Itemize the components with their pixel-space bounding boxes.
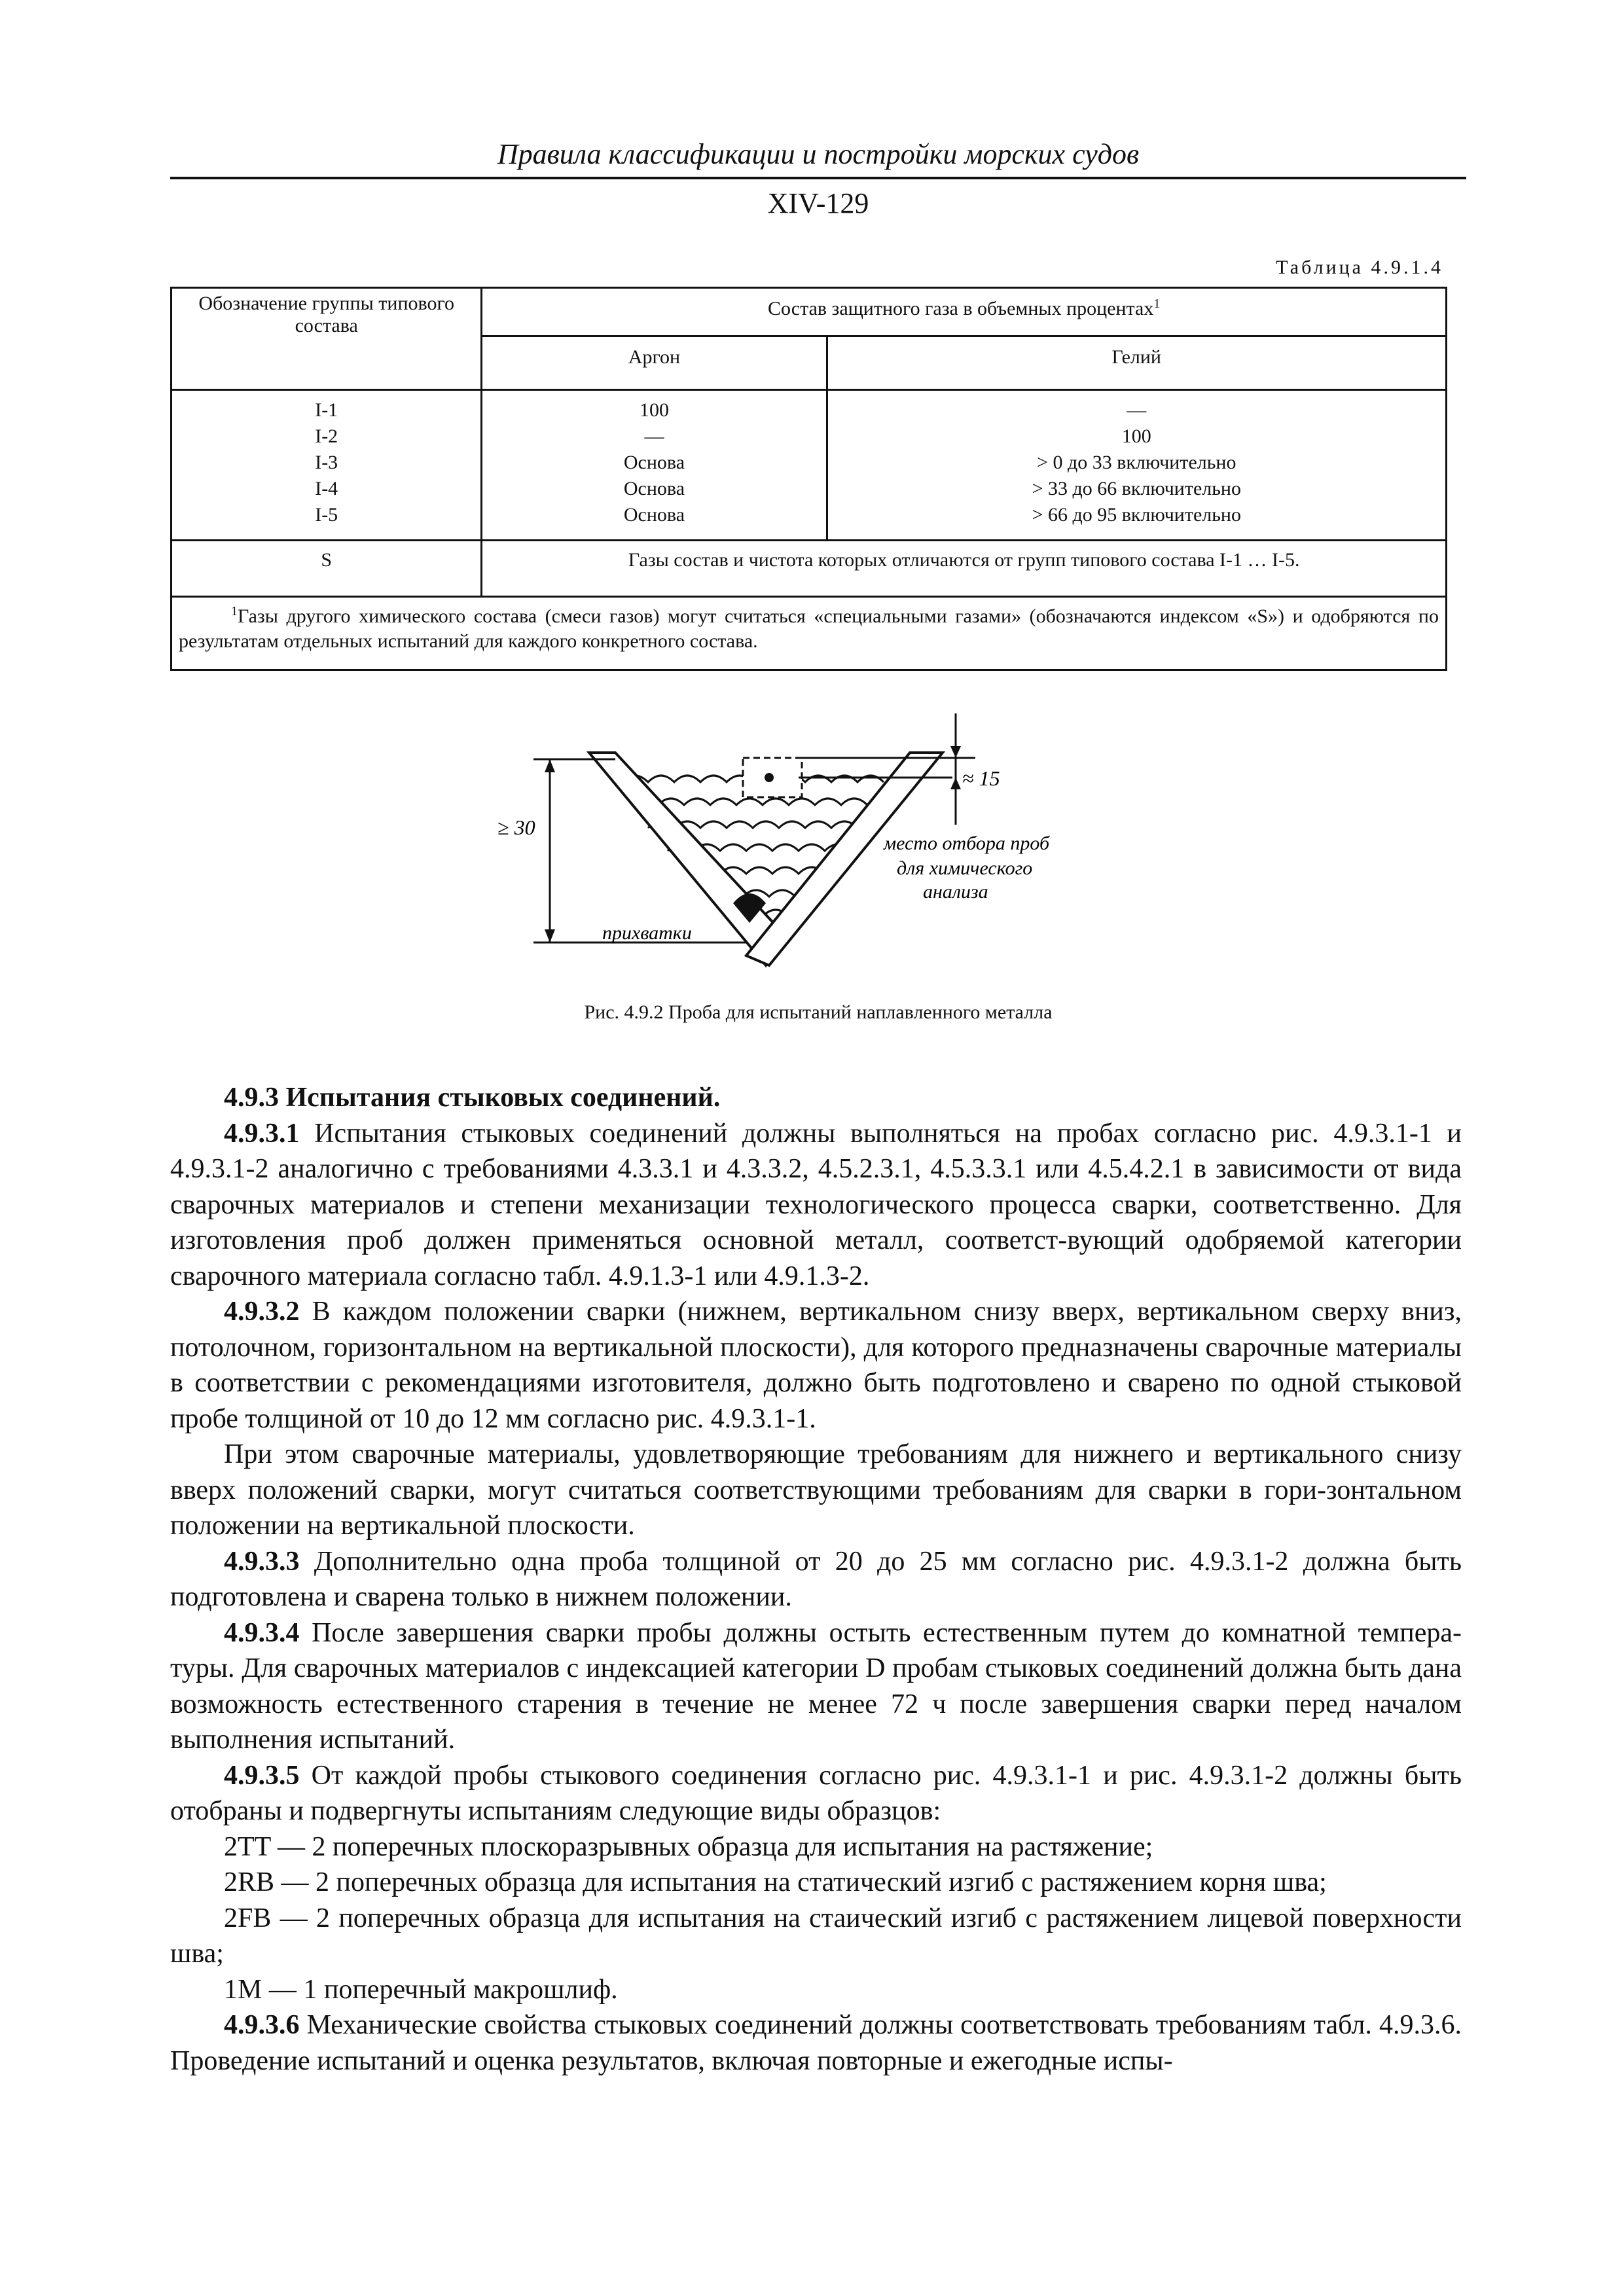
table-row-group: I-2: [315, 425, 338, 447]
group-column: [171, 390, 482, 541]
table-row-group: I-3: [315, 452, 338, 473]
clause-number: 4.9.3.1: [224, 1118, 300, 1149]
clause-number: 4.9.3.3: [224, 1546, 300, 1577]
sample-location-label: для химического: [897, 857, 1033, 879]
table-row-helium: > 66 до 95 включительно: [1032, 504, 1241, 526]
offset-dimension-label: ≈ 15: [962, 766, 1000, 790]
gas-composition-table: [170, 287, 1447, 671]
footnote-marker: 1: [1153, 296, 1161, 311]
list-item: 2FB — 2 поперечных образца для испытания на стаический изгиб с растяжением лицевой поверхности шва;: [170, 1903, 1462, 1969]
paragraph: При этом сварочные материалы, удовлетворяющие требованиям для нижнего и вертикального снизу вверх положений сварки, могут считаться соответствующими требованиям для сварки в гори-зонтальном положении на вертикальной плоскости.: [170, 1439, 1462, 1541]
figure-caption: Рис. 4.9.2 Проба для испытаний наплавленного металла: [584, 1001, 1053, 1023]
list-item: 2TT — 2 поперечных плоскоразрывных образца для испытания на растяжение;: [224, 1831, 1153, 1862]
table-row-group: I-4: [315, 478, 338, 499]
weld-test-figure: [458, 707, 1178, 969]
clause-number: 4.9.3.5: [224, 1760, 300, 1791]
tack-weld-label: прихватки: [602, 922, 692, 944]
section-heading: 4.9.3 Испытания стыковых соединений.: [224, 1083, 721, 1113]
footnote-number: 1: [231, 604, 238, 619]
paragraph: 4.9.3.4 После завершения сварки пробы должны остыть естественным путем до комнатной темпера-туры. Для сварочных материалов с индексацией категории D пробам стыковых соединений должна быть дана возможность естественного старения в течение не менее 72 ч после завершения сварки перед началом выполнения испытаний.: [170, 1617, 1462, 1755]
table-row-argon: —: [644, 425, 664, 447]
height-dimension-label: ≥ 30: [497, 816, 535, 839]
table-footnote: $^1$Газы другого химического состава (смеси газов) могут считаться «специальными газами» (обозначаются индексом «S») и одобряются по результатам отдельных испытаний для каждого конкретного состава.: [171, 597, 1447, 670]
list-item: 2RB — 2 поперечных образца для испытания на статический изгиб с растяжением корня шва;: [224, 1867, 1327, 1897]
table-row-argon: Основа: [623, 504, 685, 526]
paragraph: 4.9.3.1 Испытания стыковых соединений должны выполняться на пробах согласно рис. 4.9.3.1-1 и 4.9.3.1-2 аналогично с требованиями 4.3.3.1 и 4.3.3.2, 4.5.2.3.1, 4.5.3.3.1 или 4.5.4.2.1 в зависимости от вида сварочных материалов и степени механизации технологического процесса сварки, соответственно. Для изготовления проб должен применяться основной металл, соответст-вующий одобряемой категории сварочного материала согласно табл. 4.9.1.3-1 или 4.9.1.3-2.: [170, 1118, 1462, 1291]
sample-location-label: анализа: [923, 881, 988, 903]
table-row-argon: Основа: [623, 452, 685, 473]
clause-number: 4.9.3.6: [224, 2010, 300, 2040]
table-row-helium: —: [1127, 399, 1147, 421]
table-row-argon: Основа: [623, 478, 685, 499]
paragraph: 4.9.3.3 Дополнительно одна проба толщиной от 20 до 25 мм согласно рис. 4.9.3.1-2 должна быть подготовлена и сварена только в нижнем положении.: [170, 1546, 1462, 1612]
paragraph: 4.9.3.6 Механические свойства стыковых соединений должны соответствовать требованиям табл. 4.9.3.6. Проведение испытаний и оценка результатов, включая повторные и ежегодные испы-: [170, 2010, 1462, 2076]
table-row-group: I-1: [315, 399, 338, 421]
table-row-helium: > 33 до 66 включительно: [1032, 478, 1241, 499]
page-number: XIV-129: [767, 187, 869, 219]
header-rule: [170, 177, 1466, 179]
page-header-title: Правила классификации и постройки морских судов: [497, 138, 1140, 170]
table-row-helium: > 0 до 33 включительно: [1037, 452, 1236, 473]
col-header-gas: Состав защитного газа в объемных процентах$^1$: [482, 288, 1447, 336]
special-description: Газы состав и чистота которых отличаются от групп типового состава I-1 … I-5.: [482, 541, 1447, 597]
list-item: 1M — 1 поперечный макрошлиф.: [224, 1974, 618, 2005]
paragraph: 4.9.3.2 В каждом положении сварки (нижнем, вертикальном снизу вверх, вертикальном сверху вниз, потолочном, горизонтальном на вертикальной плоскости), для которого предназначены сварочные материалы в соответствии с рекомендациями изготовителя, должно быть подготовлено и сварено по одной стыковой пробе толщиной от 10 до 12 мм согласно рис. 4.9.3.1-1.: [170, 1297, 1462, 1434]
special-group: S: [171, 541, 482, 597]
sample-location-label: место отбора проб: [884, 833, 1050, 854]
helium-column: [827, 390, 1446, 541]
table-row-group: I-5: [315, 504, 338, 526]
col-header-argon: Аргон: [482, 336, 827, 390]
clause-number: 4.9.3.2: [224, 1297, 300, 1327]
table-row-helium: 100: [1121, 425, 1151, 447]
col-header-helium: Гелий: [827, 336, 1446, 390]
table-caption: Таблица 4.9.1.4: [1276, 257, 1443, 278]
table-row-argon: 100: [639, 399, 669, 421]
argon-column: [482, 390, 827, 541]
paragraph: 4.9.3.5 От каждой пробы стыкового соединения согласно рис. 4.9.3.1-1 и рис. 4.9.3.1-2 должны быть отобраны и подвергнуты испытаниям следующие виды образцов:: [170, 1760, 1462, 1826]
clause-number: 4.9.3.4: [224, 1617, 300, 1648]
body-text: [170, 1080, 1462, 2079]
col-header-group: Обозначение группы типового состава: [171, 288, 482, 390]
